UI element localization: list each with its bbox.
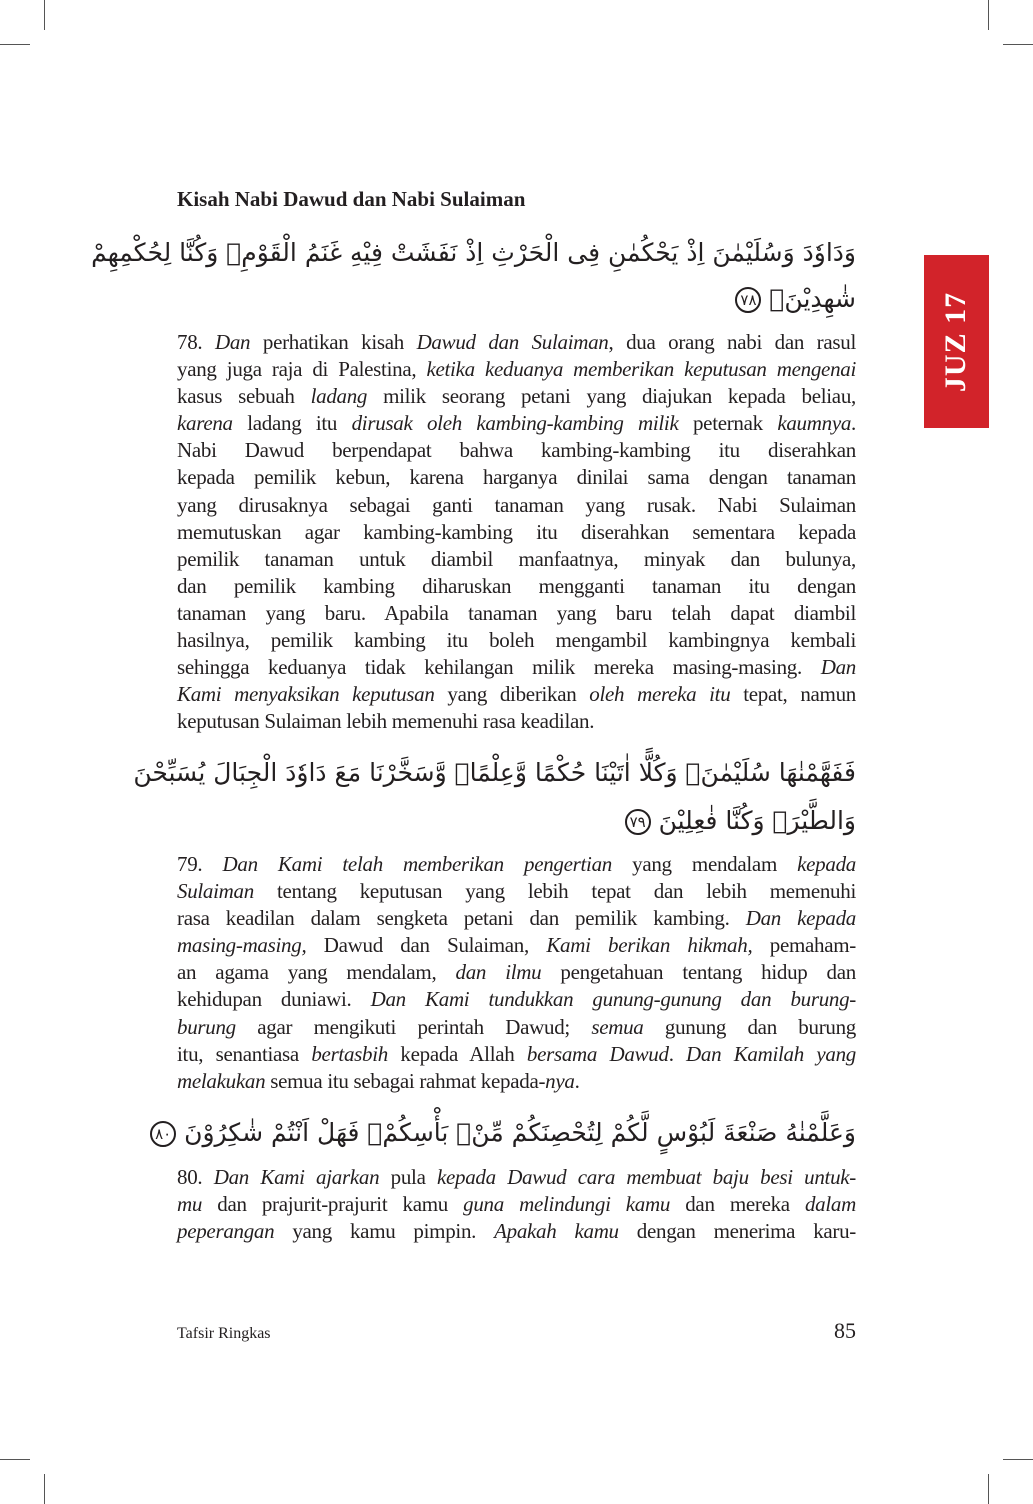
italic-segment: dalam bbox=[804, 1192, 856, 1217]
italic-segment: dan ilmu bbox=[455, 960, 542, 985]
text-line bbox=[177, 654, 856, 681]
italic-segment: bertasbih bbox=[311, 1041, 388, 1066]
italic-segment: nya bbox=[545, 1068, 575, 1093]
italic-segment: Kami menyaksikan keputusan bbox=[177, 682, 435, 707]
crop-mark bbox=[988, 0, 989, 30]
text-line bbox=[177, 708, 856, 735]
italic-segment: ladang bbox=[310, 384, 368, 409]
text-line bbox=[177, 1218, 856, 1245]
text-segment: keputusan Sulaiman lebih memenuhi rasa keadilan. bbox=[177, 709, 595, 734]
arabic-text: وَعَلَّمْنٰهُ صَنْعَةَ لَبُوْسٍ لَّكُمْ لِتُحْصِنَكُمْ مِّنْۢ بَأْسِكُمْۚ فَهَلْ اَنْتُمْ شٰكِرُوْنَ bbox=[184, 1118, 856, 1147]
text-segment: 79. bbox=[177, 852, 223, 876]
text-segment: pemilik tanaman untuk diambil manfaatnya, minyak dan bulunya, bbox=[177, 546, 856, 571]
text-line bbox=[177, 986, 856, 1013]
text-segment: yang diberikan bbox=[434, 682, 590, 707]
text-line bbox=[177, 681, 856, 708]
italic-segment: Dan kepada bbox=[745, 906, 856, 931]
text-line bbox=[177, 383, 856, 410]
crop-mark bbox=[1003, 44, 1033, 45]
text-line bbox=[177, 932, 856, 959]
text-line bbox=[177, 410, 856, 437]
text-line bbox=[177, 627, 856, 654]
text-segment: ladang itu bbox=[232, 411, 352, 436]
arabic-verse-line: وَدَاوٗدَ وَسُلَيْمٰنَ اِذْ يَحْكُمٰنِ فِى الْحَرْثِ اِذْ نَفَشَتْ فِيْهِ غَنَمُ الْقَوْمِۚ وَكُنَّا لِحُكْمِهِمْ bbox=[91, 238, 856, 267]
text-line bbox=[177, 464, 856, 491]
italic-segment: Dan Kami tundukkan gunung-gunung dan burung- bbox=[370, 987, 857, 1012]
text-segment: pula bbox=[379, 1165, 437, 1189]
text-segment: pemaham- bbox=[752, 933, 857, 958]
text-line bbox=[177, 573, 856, 600]
verse-number-marker: ٨٠ bbox=[150, 1121, 176, 1147]
text-segment: yang mendalam bbox=[611, 852, 798, 876]
italic-segment: guna melindungi kamu bbox=[463, 1192, 671, 1217]
text-segment: peternak bbox=[678, 411, 778, 436]
text-segment: perhatikan kisah bbox=[250, 330, 417, 354]
italic-segment: Dan bbox=[820, 655, 856, 680]
text-line bbox=[177, 851, 856, 878]
italic-segment: Dan Kami ajarkan bbox=[213, 1165, 380, 1189]
text-line bbox=[177, 1068, 856, 1095]
italic-segment: burung bbox=[177, 1014, 236, 1039]
arabic-verse-line bbox=[155, 1118, 856, 1147]
crop-mark bbox=[988, 1474, 989, 1504]
juz-label: JUZ 17 bbox=[939, 291, 973, 392]
text-segment: hasilnya, pemilik kambing itu boleh mengambil kambingnya kembali bbox=[177, 628, 856, 653]
italic-segment: bersama Dawud bbox=[526, 1041, 669, 1066]
italic-segment: Kami berikan hikmah, bbox=[546, 933, 753, 958]
text-segment: yang dirusaknya sebagai ganti tanaman yang rusak. Nabi Sulaiman bbox=[177, 492, 856, 517]
italic-segment: Dan bbox=[214, 330, 251, 354]
arabic-verse-line bbox=[177, 284, 856, 313]
arabic-verse-line bbox=[177, 806, 856, 835]
text-segment: kepada pemilik kebun, karena harganya dinilai sama dengan tanaman bbox=[177, 465, 856, 490]
text-segment: itu, senantiasa bbox=[177, 1041, 312, 1066]
text-segment: . bbox=[574, 1068, 580, 1093]
text-segment: , dua orang nabi dan rasul bbox=[608, 330, 856, 354]
text-segment: yang juga raja di Palestina, bbox=[177, 357, 427, 382]
text-line bbox=[177, 878, 856, 905]
crop-mark bbox=[0, 44, 30, 45]
italic-segment: Dan Kami telah memberikan pengertian bbox=[222, 852, 612, 876]
italic-segment: Sulaiman bbox=[177, 879, 254, 904]
translation-paragraph-79 bbox=[177, 851, 856, 1095]
italic-segment: semua bbox=[591, 1014, 644, 1039]
section-heading: Kisah Nabi Dawud dan Nabi Sulaiman bbox=[177, 187, 526, 211]
page-number: 85 bbox=[834, 1318, 856, 1343]
text-line bbox=[177, 1041, 856, 1068]
text-line bbox=[177, 519, 856, 546]
arabic-verse-line: فَفَهَّمْنٰهَا سُلَيْمٰنَۚ وَكُلًّا اٰتَيْنَا حُكْمًا وَّعِلْمًاۖ وَّسَخَّرْنَا مَعَ دَاوٗدَ الْجِبَالَ يُسَبِّحْنَ bbox=[133, 758, 856, 787]
text-segment: sehingga keduanya tidak kehilangan milik mereka masing-masing. bbox=[177, 655, 821, 680]
text-segment: tentang keputusan yang lebih tepat dan lebih memenuhi bbox=[253, 879, 856, 904]
text-line bbox=[177, 905, 856, 932]
italic-segment: kepada bbox=[797, 852, 856, 876]
text-segment: tepat, namun bbox=[730, 682, 856, 707]
text-segment: dan mereka bbox=[670, 1192, 805, 1217]
italic-segment: kepada Dawud cara membuat baju besi untuk- bbox=[436, 1165, 857, 1189]
translation-paragraph-80 bbox=[177, 1164, 856, 1245]
italic-segment: peperangan bbox=[177, 1219, 275, 1244]
italic-segment: karena bbox=[177, 411, 233, 436]
text-segment: gunung dan burung bbox=[643, 1014, 856, 1039]
text-segment: kepada Allah bbox=[387, 1041, 527, 1066]
text-line bbox=[177, 600, 856, 627]
italic-segment: kaumnya bbox=[777, 411, 852, 436]
text-line bbox=[177, 1191, 856, 1218]
verse-number-marker: ٧٩ bbox=[625, 809, 651, 835]
text-line bbox=[177, 546, 856, 573]
text-segment: milik seorang petani yang diajukan kepada beliau, bbox=[367, 384, 856, 409]
translation-paragraph-78 bbox=[177, 329, 856, 735]
text-segment: 78. bbox=[177, 330, 215, 354]
text-segment: agar mengikuti perintah Dawud; bbox=[235, 1014, 592, 1039]
text-segment: semua itu sebagai rahmat kepada- bbox=[265, 1068, 546, 1093]
text-segment: kehidupan duniawi. bbox=[177, 987, 371, 1012]
italic-segment: dirusak oleh kambing-kambing milik bbox=[351, 411, 679, 436]
text-segment: . bbox=[851, 411, 856, 436]
italic-segment: masing-masing, bbox=[177, 933, 307, 958]
italic-segment: melakukan bbox=[177, 1068, 266, 1093]
italic-segment: Dan Kamilah yang bbox=[686, 1041, 856, 1066]
crop-mark bbox=[0, 1459, 30, 1460]
arabic-text: وَالطَّيْرَۗ وَكُنَّا فٰعِلِيْنَ bbox=[658, 806, 856, 835]
italic-segment: mu bbox=[177, 1192, 203, 1217]
crop-mark bbox=[1003, 1459, 1033, 1460]
text-segment: dan pemilik kambing diharuskan mengganti tanaman itu dengan bbox=[177, 573, 856, 598]
arabic-text: شٰهِدِيْنَۙ bbox=[769, 284, 856, 313]
text-segment: 80. bbox=[177, 1165, 214, 1189]
verse-number-marker: ٧٨ bbox=[735, 287, 761, 313]
text-segment: memutuskan agar kambing-kambing itu diserahkan sementara kepada bbox=[177, 519, 856, 544]
text-segment: Nabi Dawud berpendapat bahwa kambing-kambing itu diserahkan bbox=[177, 438, 856, 463]
text-segment: kasus sebuah bbox=[177, 384, 311, 409]
italic-segment: ketika keduanya memberikan keputusan mengenai bbox=[426, 357, 857, 382]
book-title: Tafsir Ringkas bbox=[177, 1325, 271, 1342]
italic-segment: Apakah kamu bbox=[494, 1219, 619, 1244]
italic-segment: Dawud dan Sulaiman bbox=[416, 330, 609, 354]
text-line bbox=[177, 1164, 856, 1191]
crop-mark bbox=[44, 1474, 45, 1504]
text-line bbox=[177, 437, 856, 464]
text-segment: rasa keadilan dalam sengketa petani dan pemilik kambing. bbox=[177, 906, 746, 931]
text-line bbox=[177, 356, 856, 383]
text-line bbox=[177, 1014, 856, 1041]
juz-tab bbox=[924, 255, 989, 428]
text-line bbox=[177, 329, 856, 356]
text-segment: . bbox=[668, 1041, 687, 1066]
text-segment: an agama yang mendalam, bbox=[177, 960, 456, 985]
text-segment: dengan menerima karu- bbox=[618, 1219, 857, 1244]
text-line bbox=[177, 959, 856, 986]
crop-mark bbox=[44, 0, 45, 30]
text-line bbox=[177, 492, 856, 519]
italic-segment: oleh mereka itu bbox=[589, 682, 731, 707]
text-segment: Dawud dan Sulaiman, bbox=[306, 933, 547, 958]
text-segment: pengetahuan tentang hidup dan bbox=[541, 960, 856, 985]
text-segment: dan prajurit-prajurit kamu bbox=[202, 1192, 464, 1217]
text-segment: tanaman yang baru. Apabila tanaman yang baru telah dapat diambil bbox=[177, 600, 856, 625]
text-segment: yang kamu pimpin. bbox=[274, 1219, 495, 1244]
